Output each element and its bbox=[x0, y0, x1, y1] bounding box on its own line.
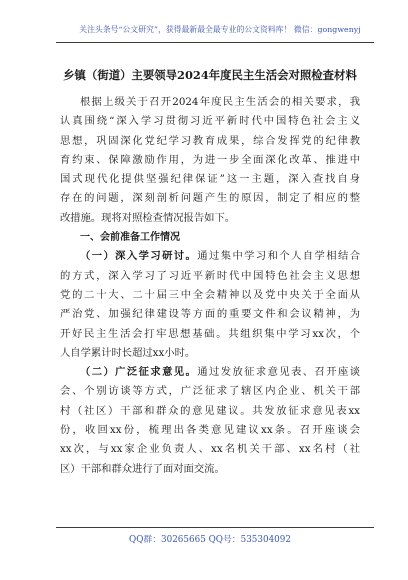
paragraph-line: 人自学累计时长超过xx小时。 bbox=[60, 346, 196, 359]
footer-divider bbox=[56, 527, 374, 528]
document-title: 乡镇（街道）主要领导2024年度民主生活会对照检查材料 bbox=[63, 68, 357, 82]
paragraph-line: 严治党、加强纪律建设等方面的重要文件和会议精神，为 bbox=[60, 308, 360, 321]
paragraph-text: 通过集中学习和个人自学相结合 bbox=[197, 250, 360, 263]
subsection-first-line bbox=[60, 247, 360, 266]
paragraph-line: 份，收回xx份，梳理出各类意见建议xx条。召开座谈会 bbox=[60, 424, 360, 437]
paragraph-line: 会、个别访谈等方式，广泛征求了辖区内企业、机关干部 bbox=[60, 385, 360, 398]
paragraph-text: 通过发放征求意见表、召开座谈 bbox=[197, 366, 360, 379]
paragraph-line: 区）干部和群众进行了面对面交流。 bbox=[60, 462, 225, 475]
intro-line: 思想，巩固深化党纪学习教育成果，综合发挥党的纪律教 bbox=[60, 134, 360, 147]
intro-line: 存在的问题，深刻剖析问题产生的原因，制定了相应的整 bbox=[60, 192, 360, 205]
intro-line: 根据上级关于召开2024年度民主生活会的相关要求，我 bbox=[80, 96, 360, 108]
intro-line: 国式现代化提供坚强纪律保证”这一主题，深入查找自身 bbox=[60, 173, 360, 186]
paragraph-line: 党的二十大、二十届三中全会精神以及党中央关于全面从 bbox=[60, 288, 360, 301]
section-heading: 一、会前准备工作情况 bbox=[80, 232, 180, 244]
paragraph-line: 村（社区）干部和群众的意见建议。共发放征求意见表xx bbox=[60, 404, 360, 417]
intro-line: 认真围绕“深入学习贯彻习近平新时代中国特色社会主义 bbox=[60, 115, 360, 128]
intro-line: 育约束、保障激励作用，为进一步全面深化改革、推进中 bbox=[60, 153, 360, 166]
header-divider bbox=[56, 42, 374, 43]
paragraph-line: xx次，与xx家企业负责人、xx名机关干部、xx名村（社 bbox=[60, 443, 360, 456]
document-body bbox=[60, 93, 360, 479]
subsection-heading: （二）广泛征求意见。 bbox=[80, 366, 198, 379]
subsection-first-line bbox=[60, 363, 360, 382]
footer-contact: QQ群：30265665 QQ号：535304092 bbox=[129, 535, 291, 545]
subsection-heading: （一）深入学习研讨。 bbox=[80, 250, 198, 263]
paragraph-line: 开好民主生活会打牢思想基础。共组织集中学习xx次，个 bbox=[60, 327, 360, 340]
header-note: 关注头条号“公文研究”，获得最新最全最专业的公文资料库！ 微信：gongwenyj bbox=[79, 25, 361, 34]
intro-line: 改措施。现将对照检查情况报告如下。 bbox=[60, 211, 236, 224]
paragraph-line: 的方式，深入学习了习近平新时代中国特色社会主义思想 bbox=[60, 269, 360, 282]
